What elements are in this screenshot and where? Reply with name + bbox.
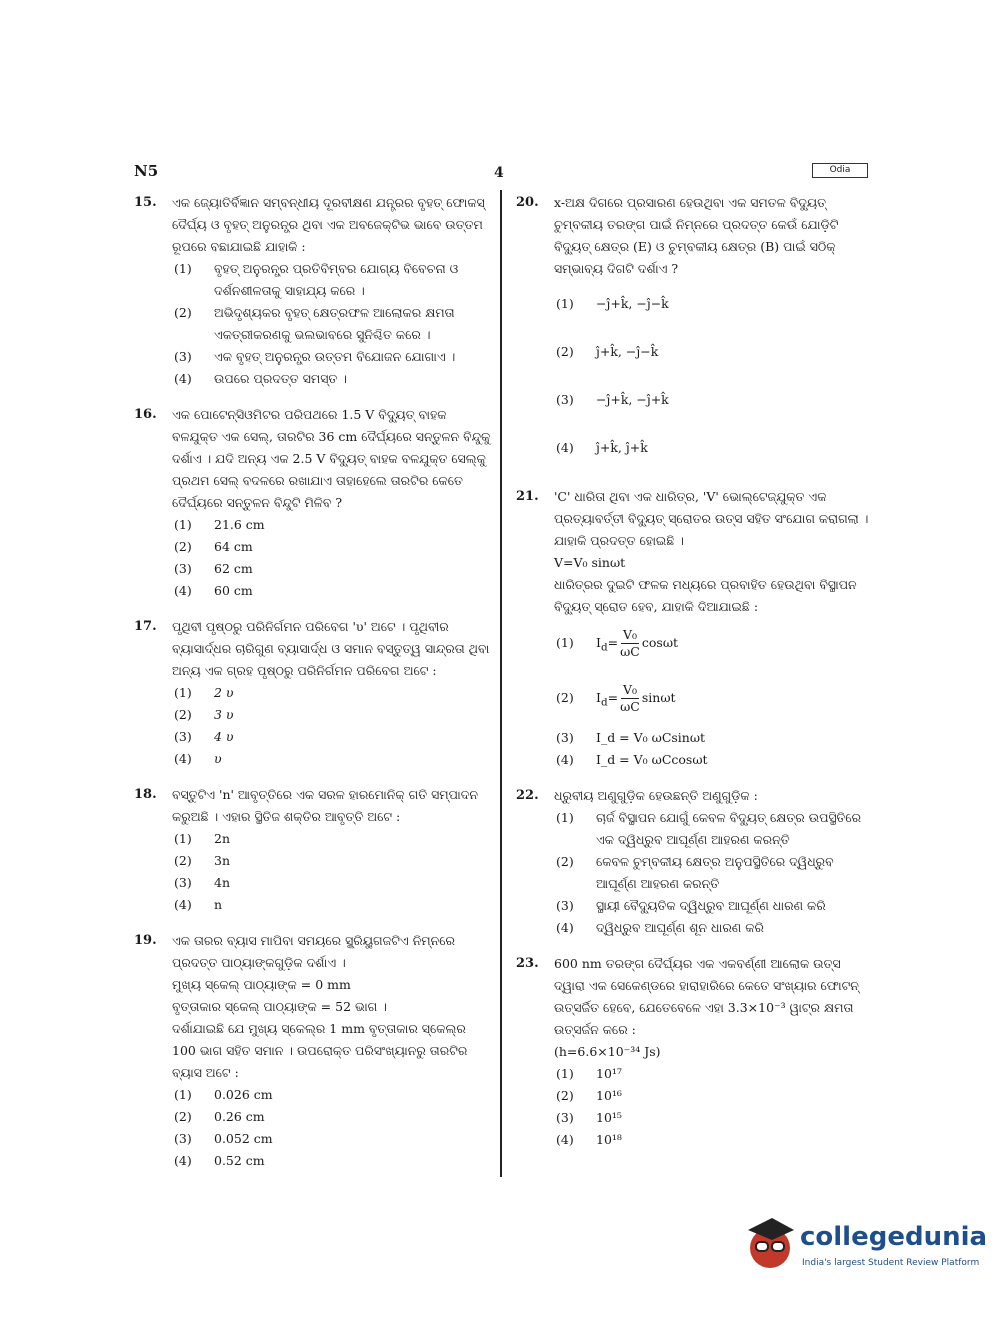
option: (1) −ĵ+k̂, −ĵ−k̂: [556, 296, 669, 311]
question-number: 22.: [516, 788, 539, 803]
question-text: ଏକ ତାରର ବ୍ୟାସ ମାପିବା ସମୟରେ ସ୍କ୍ରିୟୁଗଜଟିଏ ନିମ୍ନରେ ପ୍ରଦତ୍ତ ପାଠ୍ୟାଙ୍କଗୁଡ଼ିକ ଦର୍ଶାଏ ।: [172, 933, 456, 970]
option: (2) 3n: [174, 853, 231, 868]
question-text: x-ଅକ୍ଷ ଦିଗରେ ପ୍ରସାରଣ ହେଉଥିବା ଏକ ସମତଳ ବିଦ୍ୟୁତ୍ ଚୁମ୍ବକୀୟ ତରଙ୍ଗ ପାଇଁ ନିମ୍ନରେ ପ୍ରଦତ୍ତ କେଉଁ ଯୋଡ଼ିଟି ବିଦ୍ୟୁତ୍ କ୍ଷେତ୍ର (E) ଓ ଚୁମ୍ବକୀୟ କ୍ଷେତ୍ର (B) ପାଇଁ ସଠିକ୍ ସମ୍ଭାବ୍ୟ ଦିଗଟି ଦର୍ଶାଏ ?: [554, 195, 839, 276]
question-text-2: ଧାରିତ୍ରର ଦୁଇଟି ଫଳକ ମଧ୍ୟରେ ପ୍ରବାହିତ ହେଉଥିବା ବିସ୍ଥାପନ ବିଦ୍ୟୁତ୍ ସ୍ରୋତ ହେବ, ଯାହାକି ଦିଆଯାଇଛି :: [554, 577, 857, 614]
question-number: 19.: [134, 933, 157, 948]
option: (1) ଚାର୍ଜ ବିସ୍ଥାପନ ଯୋଗୁଁ କେବଳ ବିଦ୍ୟୁତ୍ କ୍ଷେତ୍ର ଉପସ୍ଥିତିରେ ଏକ ଦ୍ୱିଧ୍ରୁବ ଆଘୂର୍ଣ୍ଣ ଆହରଣ କରନ୍ତି: [556, 810, 862, 847]
option: (2) 64 cm: [174, 539, 253, 554]
question-22: [510, 785, 870, 939]
option: (3) ଏକ ବୃହତ୍ ଅନୁରନ୍ଧ୍ର ଉତ୍ତମ ବିଯୋଜନ ଯୋଗାଏ ।: [174, 349, 456, 364]
question-number: 18.: [134, 787, 157, 802]
option: (2) $I_d=$ $\frac{\text{V₀}}{\omega C}$ sinωt: [556, 681, 676, 714]
column-divider: [500, 190, 502, 1177]
question-text: 600 nm ତରଙ୍ଗ ଦୈର୍ଘ୍ୟର ଏକ ଏକବର୍ଣ୍ଣୀ ଆଲୋକ ଉତ୍ସ ଦ୍ୱାରା ଏକ ସେକେଣ୍ଡରେ ହାରାହାରିରେ କେତେ ସଂଖ୍ୟାର ଫୋଟନ୍ ଉତ୍ସର୍ଜିତ ହେବେ, ଯେତେବେଳେ ଏହା 3.3×10⁻³ ୱାଟ୍‌ର କ୍ଷମତା ଉତ୍ସର୍ଜନ କରେ :: [554, 956, 859, 1037]
question-number: 23.: [516, 956, 539, 971]
option: (1) 2 υ: [174, 685, 234, 700]
question-20: [510, 192, 870, 472]
question-number: 15.: [134, 195, 157, 210]
question-line: ବୃତ୍ତାକାର ସ୍କେଲ୍ ପାଠ୍ୟାଙ୍କ = 52 ଭାଗ ।: [172, 999, 387, 1014]
question-21: [510, 486, 870, 771]
option: (3) 10¹⁵: [556, 1110, 622, 1125]
option: (4) ĵ+k̂, ĵ+k̂: [556, 440, 648, 455]
question-17: [128, 616, 492, 770]
language-label: Odia: [812, 163, 868, 178]
page-number: 4: [494, 165, 504, 181]
option: (1) 0.026 cm: [174, 1087, 273, 1102]
question-number: 16.: [134, 407, 157, 422]
fraction: $\frac{\text{V₀}}{\omega C}$: [620, 627, 640, 659]
equation: V=V₀ sinωt: [554, 555, 626, 570]
right-column: [510, 192, 870, 1165]
option: (3) I_d = V₀ ωCsinωt: [556, 730, 706, 745]
question-23: [510, 953, 870, 1151]
option: (4) n: [174, 897, 223, 912]
option: (4) ଉପରେ ପ୍ରଦତ୍ତ ସମସ୍ତ ।: [174, 371, 347, 386]
option: (3) 4n: [174, 875, 231, 890]
brand-tagline: India's largest Student Review Platform: [802, 1258, 980, 1268]
option: (3) 62 cm: [174, 561, 253, 576]
option: (4) ଦ୍ୱିଧ୍ରୁବ ଆଘୂର୍ଣ୍ଣ ଶୂନ ଧାରଣ କରି: [556, 920, 764, 935]
question-16: [128, 404, 492, 602]
question-number: 17.: [134, 619, 157, 634]
option: (4) 0.52 cm: [174, 1153, 265, 1168]
fraction: $\frac{\text{V₀}}{\omega C}$: [620, 681, 640, 714]
option: (3) −ĵ+k̂, −ĵ+k̂: [556, 392, 669, 407]
question-text: 'C' ଧାରିତା ଥିବା ଏକ ଧାରିତ୍ର, 'V' ଭୋଲ୍‌ଟେଜ୍‌ଯୁକ୍ତ ଏକ ପ୍ରତ୍ୟାବର୍ତ୍ତୀ ବିଦ୍ୟୁତ୍ ସ୍ରୋତର ଉତ୍ସ ସହିତ ସଂଯୋଗ କରାଗଲା । ଯାହାକି ପ୍ରଦତ୍ତ ହୋଇଛି ।: [554, 489, 869, 548]
option: (3) 0.052 cm: [174, 1131, 273, 1146]
option: (4) υ: [174, 751, 222, 766]
option: (2) 0.26 cm: [174, 1109, 265, 1124]
option: (1) 10¹⁷: [556, 1066, 622, 1081]
constant: (h=6.6×10⁻³⁴ Js): [554, 1044, 661, 1059]
option: (1) 21.6 cm: [174, 517, 265, 532]
option: (1) 2n: [174, 831, 231, 846]
question-15: [128, 192, 492, 390]
option: (2) 3 υ: [174, 707, 234, 722]
option: (2) ଅଭିଦୃଶ୍ୟକର ବୃହତ୍ କ୍ଷେତ୍ରଫଳ ଆଲୋକର କ୍ଷମତା ଏକତ୍ରୀକରଣକୁ ଭଲଭାବରେ ସୁନିଶ୍ଚିତ କରେ ।: [174, 305, 455, 342]
question-text: ଧ୍ରୁବୀୟ ଅଣୁଗୁଡ଼ିକ ହେଉଛନ୍ତି ଅଣୁଗୁଡ଼ିକ :: [554, 788, 758, 803]
option: (1) ବୃହତ୍ ଅନୁରନ୍ଧ୍ର ପ୍ରତିବିମ୍ବର ଯୋଗ୍ୟ ବିବେଚନା ଓ ଦର୍ଶନଶୀଳତାକୁ ସାହାଯ୍ୟ କରେ ।: [174, 261, 459, 298]
brand-name: collegedunia: [800, 1222, 988, 1252]
option: (4) I_d = V₀ ωCcosωt: [556, 752, 708, 767]
question-19: [128, 930, 492, 1172]
option: (4) 60 cm: [174, 583, 253, 598]
option: (1) $I_d=$ $\frac{\text{V₀}}{\omega C}$ cosωt: [556, 627, 679, 659]
paper-code: N5: [134, 162, 159, 180]
option: (3) ସ୍ଥାୟୀ ବୈଦ୍ୟୁତିକ ଦ୍ୱିଧ୍ରୁବ ଆଘୂର୍ଣ୍ଣ ଧାରଣ କରି: [556, 898, 826, 913]
option: (3) 4 υ: [174, 729, 234, 744]
option: (2) ĵ+k̂, −ĵ−k̂: [556, 344, 659, 359]
question-text: ଏକ ପୋଟେନ୍ସିଓମିଟର ପରିପଥରେ 1.5 V ବିଦ୍ୟୁତ୍ ବାହକ ବଳଯୁକ୍ତ ଏକ ସେଲ୍, ତାରଟିର 36 cm ଦୈର୍ଘ୍ୟରେ ସନ୍ତୁଳନ ବିନ୍ଦୁକୁ ଦର୍ଶାଏ । ଯଦି ଅନ୍ୟ ଏକ 2.5 V ବିଦ୍ୟୁତ୍ ବାହକ ବଳଯୁକ୍ତ ସେଲ୍‌କୁ ପ୍ରଥମ ସେଲ୍ ବଦଳରେ ରଖାଯାଏ ତାହାହେଲେ ତାରଟିର କେତେ ଦୈର୍ଘ୍ୟରେ ସନ୍ତୁଳନ ବିନ୍ଦୁଟି ମିଳିବ ?: [172, 407, 491, 510]
question-text: ବସ୍ତୁଟିଏ 'n' ଆବୃତ୍ତିରେ ଏକ ସରଳ ହାରମୋନିକ୍ ଗତି ସମ୍ପାଦନ କରୁଅଛି । ଏହାର ସ୍ଥିତିଜ ଶକ୍ତିର ଆବୃତ୍ତି ଅଟେ :: [172, 787, 478, 824]
left-column: [128, 192, 492, 1186]
question-18: [128, 784, 492, 916]
question-line: ମୁଖ୍ୟ ସ୍କେଲ୍ ପାଠ୍ୟାଙ୍କ = 0 mm: [172, 977, 351, 992]
question-number: 20.: [516, 195, 539, 210]
question-text: ପୃଥିବୀ ପୃଷ୍ଠରୁ ପରିନିର୍ଗମନ ପରିବେଗ 'υ' ଅଟେ । ପୃଥିବୀର ବ୍ୟାସାର୍ଦ୍ଧର ଚାରିଗୁଣ ବ୍ୟାସାର୍ଦ୍ଧ ଓ ସମାନ ବସ୍ତୁତ୍ୱ ସାନ୍ଦ୍ରତା ଥିବା ଅନ୍ୟ ଏକ ଗ୍ରହ ପୃଷ୍ଠରୁ ପରିନିର୍ଗମନ ପରିବେଗ ଅଟେ :: [172, 619, 490, 678]
option: (2) 10¹⁶: [556, 1088, 622, 1103]
question-line: ଦର୍ଶାଯାଇଛି ଯେ ମୁଖ୍ୟ ସ୍କେଲ୍‌ର 1 mm ବୃତ୍ତାକାର ସ୍କେଲ୍‌ର 100 ଭାଗ ସହିତ ସମାନ । ଉପରୋକ୍ତ ପରିସଂଖ୍ୟାନରୁ ତାରଟିର ବ୍ୟାସ ଅଟେ :: [172, 1021, 468, 1080]
option: (2) କେବଳ ଚୁମ୍ବକୀୟ କ୍ଷେତ୍ର ଅନୁପସ୍ଥିତିରେ ଦ୍ୱିଧ୍ରୁବ ଆଘୂର୍ଣ୍ଣ ଆହରଣ କରନ୍ତି: [556, 854, 834, 891]
option: (4) 10¹⁸: [556, 1132, 622, 1147]
question-text: ଏକ ଜ୍ୟୋତିର୍ବିଜ୍ଞାନ ସମ୍ବନ୍ଧୀୟ ଦୂରବୀକ୍ଷଣ ଯନ୍ତ୍ରର ବୃହତ୍ ଫୋକସ୍ ଦୈର୍ଘ୍ୟ ଓ ବୃହତ୍ ଅନୁରନ୍ଧ୍ର ଥିବା ଏକ ଅବଜେକ୍ଟିଭ ଭାବେ ଉତ୍ତମ ରୂପରେ ବଛାଯାଇଛି ଯାହାକି :: [172, 195, 485, 254]
question-number: 21.: [516, 489, 539, 504]
